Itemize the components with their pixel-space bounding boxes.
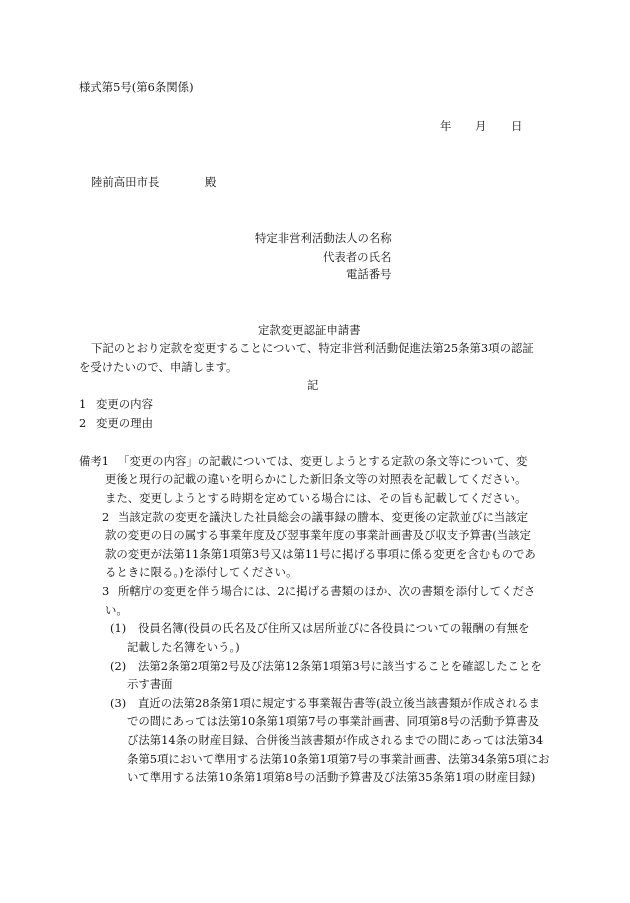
document-title: 定款変更認証申請書 [258, 323, 361, 337]
note-line: また、変更しようとする時期を定めている場合には、その旨も記載してください。 [105, 491, 527, 505]
note-line: 「変更の内容」の記載については、変更しようとする定款の条文等について、変 [118, 454, 528, 468]
sub-item-line: び法第14条の財産目録、合併後当該書類が作成されるまでの間にあっては法第34 [127, 733, 544, 747]
form-number-label: 様式第5号(第6条関係) [79, 80, 194, 94]
note-number: 2 [102, 510, 110, 524]
sub-item-line: 示す書面 [127, 677, 173, 691]
note-line: 款の変更の日の属する事業年度及び翌事業年度の事業計画書及び収支予算書(当該定 [105, 528, 531, 542]
sub-item-line: 記載した名簿をいう。) [127, 640, 240, 654]
notes-heading: 備考1 [79, 454, 110, 468]
note-line: 所轄庁の変更を伴う場合には、2に掲げる書類のほか、次の書類を添付してくださ [118, 584, 536, 598]
sub-item-line: での間にあっては法第10条第1項第7号の事業計画書、同項第8号の活動予算書及 [127, 714, 540, 728]
note-number: 3 [102, 584, 110, 598]
sub-item-line: 条第5項において準用する法第10条第1項第7号の事業計画書、法第34条第5項にお [127, 752, 550, 766]
item-label: 変更の理由 [96, 416, 153, 430]
note-line: 更後と現行の記載の違いを明らかにした新旧条文等の対照表を記載してください。 [105, 472, 527, 486]
ki-label: 記 [307, 378, 319, 392]
applicant-phone: 電話番号 [346, 267, 392, 281]
sub-item-number: (3) [110, 696, 127, 710]
body-line: 下記のとおり定款を変更することについて、特定非営利活動促進法第25条第3項の認証 [91, 341, 534, 355]
sub-item-line: 直近の法第28条第1項に規定する事業報告書等(設立後当該書類が作成されるま [138, 696, 541, 710]
note-line: い。 [105, 603, 128, 617]
sub-item-line: 法第2条第2項第2号及び法第12条第1項第3号に該当することを確認したことを [138, 659, 542, 673]
date-month: 月 [475, 119, 487, 133]
sub-item-number: (1) [110, 621, 127, 635]
addressee-honorific: 殿 [205, 175, 217, 189]
date-year: 年 [440, 119, 452, 133]
note-line: 当該定款の変更を議決した社員総会の議事録の謄本、変更後の定款並びに当該定 [118, 510, 529, 524]
item-label: 変更の内容 [96, 397, 153, 411]
sub-item-number: (2) [110, 659, 127, 673]
addressee-name: 陸前高田市長 [91, 175, 160, 189]
sub-item-line: いて準用する法第10条第1項第8号の活動予算書及び法第35条第1項の財産目録) [127, 770, 536, 784]
body-line: を受けたいので、申請します。 [79, 360, 238, 374]
item-number: 2 [79, 416, 87, 430]
sub-item-line: 役員名簿(役員の氏名及び住所又は居所並びに各役員についての報酬の有無を [138, 621, 530, 635]
date-day: 日 [511, 119, 523, 133]
item-number: 1 [79, 397, 87, 411]
applicant-org-name: 特定非営利活動法人の名称 [255, 231, 392, 245]
note-line: るときに限る。)を添付してください。 [105, 565, 298, 579]
applicant-rep-name: 代表者の氏名 [323, 250, 392, 264]
note-line: 款の変更が法第11条第1項第3号又は第11号に掲げる事項に係る変更を含むものであ [105, 547, 536, 561]
